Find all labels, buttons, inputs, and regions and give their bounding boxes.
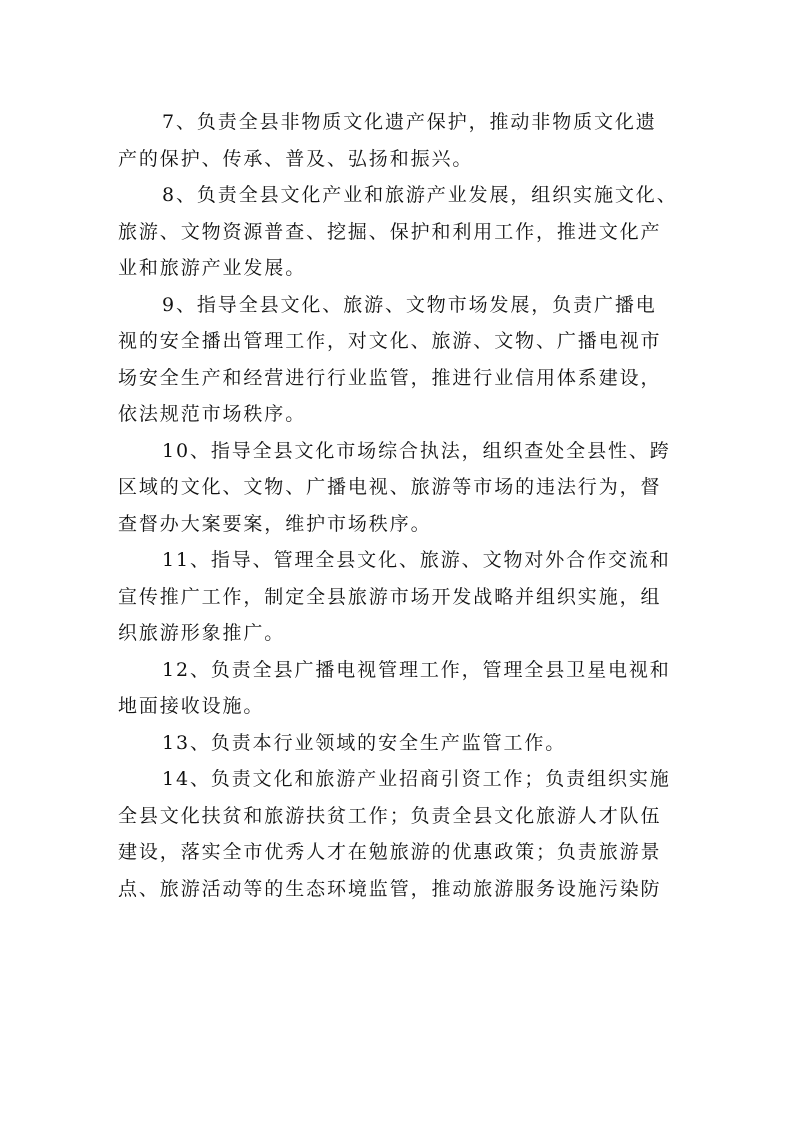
paragraph-line: 建设，落实全市优秀人才在勉旅游的优惠政策；负责旅游景 (118, 841, 662, 863)
paragraph-14 (118, 761, 678, 907)
paragraph-10 (118, 433, 678, 543)
paragraph-line: 点、旅游活动等的生态环境监管，推动旅游服务设施污染防 (118, 877, 662, 900)
paragraph-line: 区域的文化、文物、广播电视、旅游等市场的违法行为，督 (118, 476, 662, 498)
paragraph-line: 13、负责本行业领域的安全生产监管工作。 (162, 731, 567, 754)
paragraph-11 (118, 542, 678, 652)
paragraph-7 (118, 104, 678, 177)
paragraph-line: 依法规范市场秩序。 (118, 403, 307, 425)
paragraph-line: 地面接收设施。 (118, 695, 265, 717)
paragraph-line: 7、负责全县非物质文化遗产保护，推动非物质文化遗 (162, 111, 657, 133)
paragraph-line: 织旅游形象推广。 (118, 622, 286, 644)
paragraph-line: 9、指导全县文化、旅游、文物市场发展，负责广播电 (162, 293, 657, 316)
paragraph-line: 10、指导全县文化市场综合执法，组织查处全县性、跨 (162, 439, 671, 462)
paragraph-line: 宣传推广工作，制定全县旅游市场开发战略并组织实施，组 (118, 585, 662, 608)
paragraph-line: 场安全生产和经营进行行业监管，推进行业信用体系建设， (118, 366, 662, 389)
paragraph-line: 查督办大案要案，维护市场秩序。 (118, 512, 432, 535)
paragraph-13 (118, 725, 678, 762)
paragraph-line: 全县文化扶贫和旅游扶贫工作；负责全县文化旅游人才队伍 (118, 804, 662, 827)
document-body (118, 104, 678, 907)
paragraph-line: 12、负责全县广播电视管理工作，管理全县卫星电视和 (162, 658, 671, 681)
paragraph-line: 14、负责文化和旅游产业招商引资工作；负责组织实施 (162, 768, 671, 790)
paragraph-line: 旅游、文物资源普查、挖掘、保护和利用工作，推进文化产 (118, 220, 662, 243)
paragraph-8 (118, 177, 678, 287)
paragraph-line: 业和旅游产业发展。 (118, 257, 307, 279)
paragraph-9 (118, 287, 678, 433)
paragraph-line: 8、负责全县文化产业和旅游产业发展，组织实施文化、 (162, 184, 678, 206)
paragraph-line: 产的保护、传承、普及、弘扬和振兴。 (118, 147, 474, 170)
paragraph-line: 11、指导、管理全县文化、旅游、文物对外合作交流和 (162, 549, 671, 571)
paragraph-12 (118, 652, 678, 725)
paragraph-line: 视的安全播出管理工作，对文化、旅游、文物、广播电视市 (118, 330, 662, 352)
